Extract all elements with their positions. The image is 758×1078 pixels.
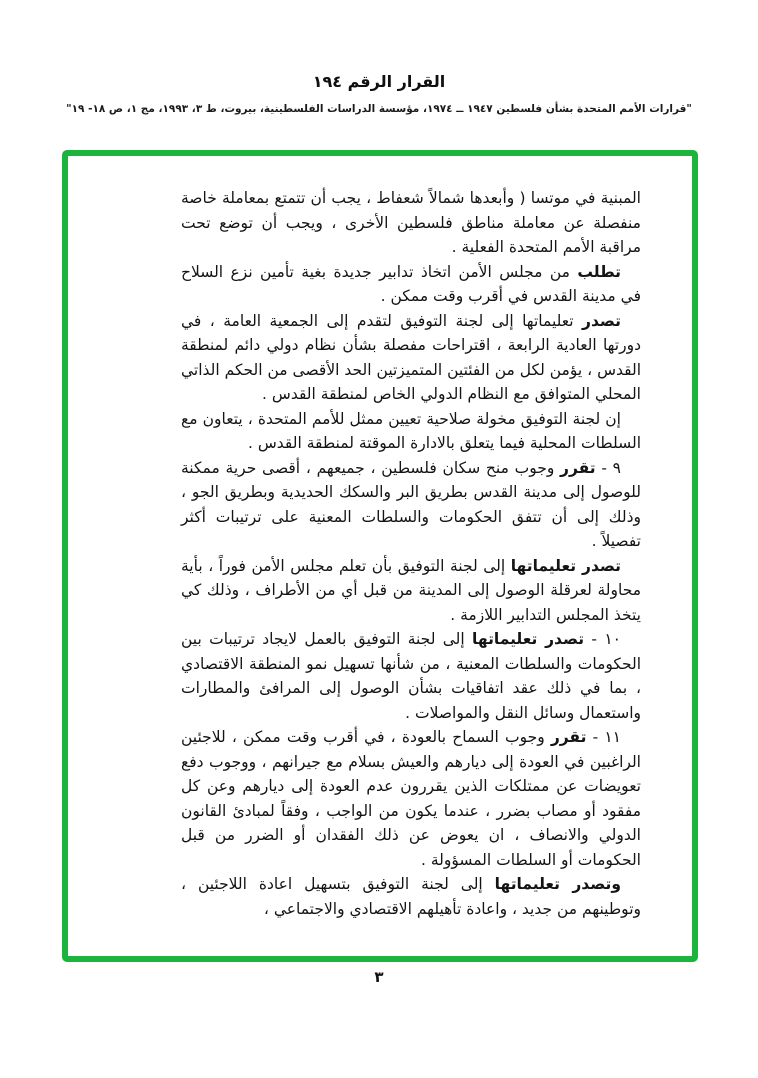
paragraph xyxy=(181,260,641,309)
bold-keyword: تصدر xyxy=(582,311,621,330)
citation-line: "قرارات الأمم المتحدة بشأن فلسطين ١٩٤٧ ــ ١٩٧٤، مؤسسة الدراسات الفلسطينية، بيروت، ط ٣، ١٩٩٣، مج ١، ص ١٨- ١٩" xyxy=(66,103,692,115)
bold-keyword: تطلب xyxy=(577,262,621,281)
paragraph-text: تعليماتها إلى لجنة التوفيق لتقدم إلى الجمعية العامة ، في دورتها العادية الرابعة ، اقتراحات مفصلة بشأن نظام دولي دائم لمنطقة القدس ، يؤمن لكل من الفئتين المتميزتين الحد الأقصى من الحكم الذاتي المحلي المتوافق مع النظام الدولي الخاص لمنطقة القدس . xyxy=(181,311,641,403)
paragraph-text: إلى لجنة التوفيق بالعمل لايجاد ترتيبات بين الحكومات والسلطات المعنية ، من شأنها تسهيل نمو المنطقة الاقتصادي ، بما في ذلك عقد اتفاقيات بشأن الوصول إلى المرافئ والمطارات واستعمال وسائل النقل والمواصلات . xyxy=(181,630,641,722)
paragraph-text: إن لجنة التوفيق مخولة صلاحية تعيين ممثل للأمم المتحدة ، يتعاون مع السلطات المحلية فيما يتعلق بالادارة الموقتة لمنطقة القدس . xyxy=(181,409,641,452)
bold-keyword: تقرر xyxy=(560,458,596,477)
paragraph xyxy=(181,627,641,725)
paragraph xyxy=(181,407,641,456)
bold-keyword: وتصدر تعليماتها xyxy=(494,875,621,893)
paragraph-text: المبنية في موتسا ( وأبعدها شمالاً شعفاط ، يجب أن تتمتع بمعاملة خاصة منفصلة عن معاملة مناطق فلسطين الأخرى ، ويجب أن توضع تحت مراقبة الأمم المتحدة الفعلية . xyxy=(181,189,641,256)
paragraph xyxy=(181,725,641,872)
item-number: ١١ - xyxy=(586,728,622,746)
paragraph xyxy=(181,186,641,260)
bold-keyword: تقرر xyxy=(550,728,587,746)
item-number: ٩ - xyxy=(595,458,621,477)
page-number: ٣ xyxy=(374,968,384,986)
item-number: ١٠ - xyxy=(584,630,621,648)
paragraph xyxy=(181,456,641,554)
paragraph-text: إلى لجنة التوفيق بأن تعلم مجلس الأمن فوراً ، بأية محاولة لعرقلة الوصول إلى المدينة من قبل أي من الأطراف ، وذلك كي يتخذ المجلس التدابير اللازمة . xyxy=(181,556,641,624)
paragraph-text: من مجلس الأمن اتخاذ تدابير جديدة بغية تأمين نزع السلاح في مدينة القدس في أقرب وقت ممكن . xyxy=(181,262,641,305)
paragraph-text: إلى لجنة التوفيق بتسهيل اعادة اللاجئين ، وتوطينهم من جديد ، واعادة تأهيلهم الاقتصادي والاجتماعي ، xyxy=(181,875,641,918)
paragraph-text: وجوب السماح بالعودة ، في أقرب وقت ممكن ، للاجئين الراغبين في العودة إلى ديارهم والعيش بسلام مع جيرانهم ، ووجوب دفع تعويضات عن ممتلكات الذين يقررون عدم العودة إلى ديارهم وعن كل مفقود أو مصاب بضرر ، عندما يكون من الواجب ، وفقاً لمبادئ القانون الدولي والانصاف ، ان يعوض عن ذلك الفقدان أو الضرر من قبل الحكومات أو السلطات المسؤولة . xyxy=(181,728,641,869)
page-title: القرار الرقم ١٩٤ xyxy=(312,72,446,91)
paragraph xyxy=(181,309,641,407)
bold-keyword: تصدر تعليماتها xyxy=(472,630,585,648)
paragraph-text: وجوب منح سكان فلسطين ، جميعهم ، أقصى حرية ممكنة للوصول إلى مدينة القدس بطريق البر والسكك الحديدية وبطريق الجو ، وذلك إلى أن تتفق الحكومات والسلطات المعنية على ترتيبات أكثر تفصيلاً . xyxy=(181,458,641,550)
paragraph xyxy=(181,554,641,628)
body-text xyxy=(181,186,641,921)
content-border-box xyxy=(62,150,698,962)
paragraph xyxy=(181,872,641,921)
bold-keyword: تصدر تعليماتها xyxy=(510,556,621,575)
